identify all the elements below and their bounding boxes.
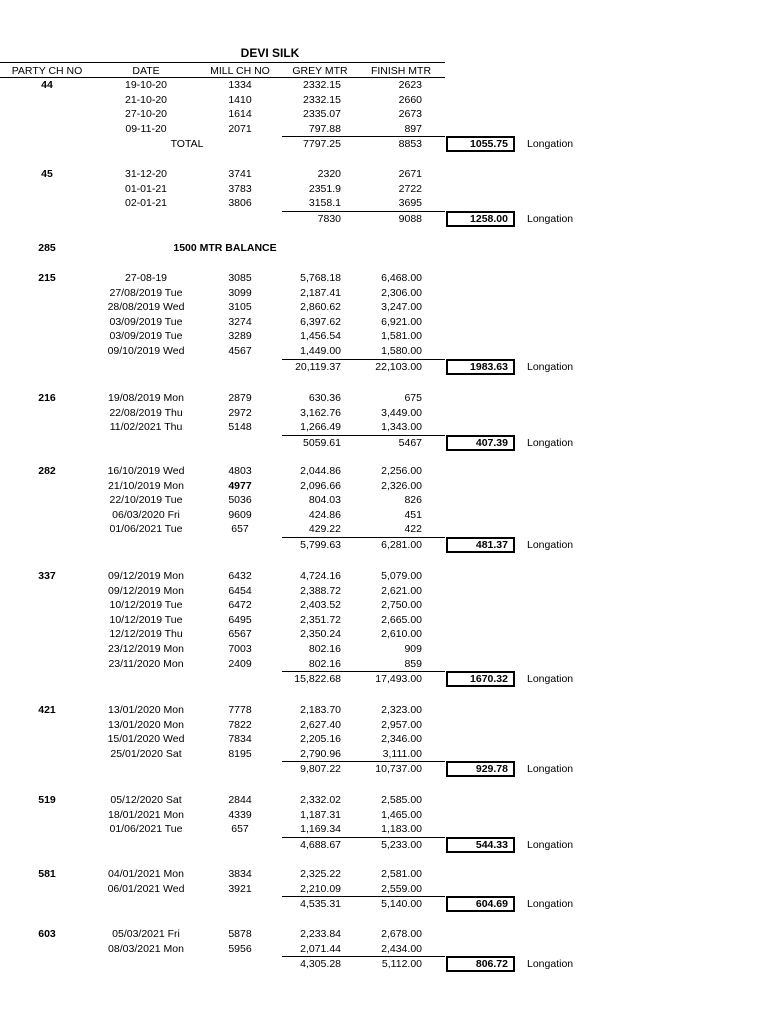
row-date: 25/01/2020 Sat (110, 747, 182, 760)
row-finish-mtr: 2,326.00 (381, 479, 422, 492)
row-mill-ch-no: 2879 (228, 392, 252, 404)
row-finish-mtr: 6,468.00 (381, 272, 422, 284)
row-date: 09-11-20 (125, 122, 167, 135)
longation-value: 1055.75 (446, 136, 515, 152)
grey-total: 20,119.37 (295, 360, 341, 373)
header-grey: GREY MTR (292, 65, 348, 77)
row-mill-ch-no: 6432 (228, 570, 252, 582)
row-grey-mtr: 2,388.72 (300, 584, 341, 597)
longation-label: Longation (527, 898, 574, 911)
row-date: 10/12/2019 Tue (109, 599, 183, 612)
row-mill-ch-no: 9609 (228, 508, 252, 521)
row-grey-mtr: 804.03 (308, 494, 341, 507)
row-date: 03/09/2019 Tue (109, 330, 183, 343)
row-grey-mtr: 797.88 (308, 122, 341, 135)
row-finish-mtr: 2722 (398, 182, 422, 195)
row-finish-mtr: 2,256.00 (381, 465, 422, 477)
row-mill-ch-no: 3834 (228, 868, 252, 880)
longation-value: 544.33 (446, 837, 515, 853)
row-grey-mtr: 2,627.40 (300, 718, 341, 731)
row-mill-ch-no: 3783 (228, 182, 252, 195)
row-grey-mtr: 2,233.84 (300, 928, 341, 940)
party-ch-no: 581 (38, 868, 56, 880)
row-finish-mtr: 2,957.00 (381, 718, 422, 731)
sheet-title: DEVI SILK (240, 46, 300, 60)
finish-total: 22,103.00 (375, 360, 422, 373)
row-mill-ch-no: 2972 (228, 406, 252, 419)
row-mill-ch-no: 6472 (228, 599, 252, 612)
row-grey-mtr: 1,449.00 (300, 345, 341, 357)
row-grey-mtr: 2,205.16 (300, 733, 341, 746)
row-grey-mtr: 3,162.76 (300, 406, 341, 419)
row-grey-mtr: 1,169.34 (300, 823, 341, 836)
row-finish-mtr: 897 (404, 122, 422, 135)
row-mill-ch-no: 4803 (228, 465, 252, 477)
longation-value: 1258.00 (446, 211, 515, 227)
row-date: 28/08/2019 Wed (107, 301, 185, 314)
row-finish-mtr: 2,323.00 (381, 704, 422, 716)
row-grey-mtr: 2,790.96 (300, 747, 341, 760)
row-date: 16/10/2019 Wed (107, 465, 185, 477)
total-rule (282, 896, 445, 897)
row-grey-mtr: 1,187.31 (300, 808, 341, 821)
party-ch-no: 215 (38, 272, 56, 284)
grey-total: 4,688.67 (300, 838, 341, 851)
row-mill-ch-no: 6454 (228, 584, 252, 597)
row-mill-ch-no: 3274 (228, 315, 252, 328)
header-date: DATE (132, 65, 160, 77)
row-finish-mtr: 1,343.00 (381, 421, 422, 434)
row-finish-mtr: 2,559.00 (381, 882, 422, 895)
finish-total: 17,493.00 (375, 673, 422, 686)
party-ch-no: 603 (38, 928, 56, 940)
row-grey-mtr: 2320 (317, 168, 341, 180)
row-date: 12/12/2019 Thu (109, 628, 183, 641)
row-grey-mtr: 2,325.22 (300, 868, 341, 880)
row-mill-ch-no: 657 (231, 823, 249, 836)
row-date: 04/01/2021 Mon (108, 868, 184, 880)
party-ch-no: 519 (38, 794, 56, 806)
row-date: 21-10-20 (124, 93, 168, 106)
total-rule (282, 956, 445, 957)
balance-note: 1500 MTR BALANCE (173, 242, 277, 254)
row-finish-mtr: 2,665.00 (381, 613, 422, 626)
row-grey-mtr: 2,096.66 (300, 479, 341, 492)
row-mill-ch-no: 3105 (228, 301, 252, 314)
row-finish-mtr: 675 (404, 392, 422, 404)
longation-value: 604.69 (446, 896, 515, 912)
row-grey-mtr: 2,351.72 (300, 613, 341, 626)
longation-value: 929.78 (446, 761, 515, 777)
row-mill-ch-no: 4977 (228, 479, 252, 492)
row-finish-mtr: 2,346.00 (381, 733, 422, 746)
longation-value: 1670.32 (446, 671, 515, 687)
longation-label: Longation (527, 838, 574, 851)
row-grey-mtr: 1,266.49 (300, 421, 341, 434)
row-date: 27-08-19 (124, 272, 168, 284)
longation-label: Longation (527, 673, 574, 686)
grey-total: 4,305.28 (300, 958, 341, 971)
longation-label: Longation (527, 360, 574, 373)
row-mill-ch-no: 1410 (228, 93, 252, 106)
row-finish-mtr: 2,678.00 (381, 928, 422, 940)
row-grey-mtr: 2332.15 (303, 93, 341, 106)
row-finish-mtr: 2,610.00 (381, 628, 422, 641)
grey-total: 7797.25 (303, 138, 341, 151)
total-rule (282, 761, 445, 762)
row-date: 09/12/2019 Mon (108, 570, 184, 582)
grey-total: 7830 (317, 212, 341, 225)
row-date: 09/12/2019 Mon (108, 584, 184, 597)
finish-total: 5,112.00 (381, 958, 422, 971)
row-grey-mtr: 2,187.41 (300, 286, 341, 299)
row-mill-ch-no: 7834 (228, 733, 252, 746)
row-date: 01/06/2021 Tue (109, 523, 183, 536)
row-grey-mtr: 424.86 (308, 508, 341, 521)
longation-value: 481.37 (446, 537, 515, 553)
row-finish-mtr: 451 (404, 508, 422, 521)
longation-label: Longation (527, 958, 574, 971)
row-date: 08/03/2021 Mon (108, 942, 184, 955)
row-mill-ch-no: 4567 (228, 345, 252, 357)
row-date: 22/08/2019 Thu (109, 406, 183, 419)
row-finish-mtr: 5,079.00 (381, 570, 422, 582)
row-finish-mtr: 826 (404, 494, 422, 507)
finish-total: 10,737.00 (375, 763, 422, 776)
row-mill-ch-no: 6495 (228, 613, 252, 626)
row-finish-mtr: 909 (404, 643, 422, 655)
row-date: 21/10/2019 Mon (108, 479, 184, 492)
longation-value: 806.72 (446, 956, 515, 972)
row-grey-mtr: 3158.1 (308, 197, 341, 210)
row-date: 13/01/2020 Mon (108, 704, 184, 716)
row-mill-ch-no: 2409 (228, 657, 252, 670)
row-mill-ch-no: 6567 (228, 628, 252, 641)
row-grey-mtr: 6,397.62 (300, 315, 341, 328)
row-grey-mtr: 2,860.62 (300, 301, 341, 314)
row-grey-mtr: 4,724.16 (300, 570, 341, 582)
row-mill-ch-no: 5956 (228, 942, 252, 955)
total-rule (282, 359, 445, 360)
longation-value: 407.39 (446, 435, 515, 451)
row-mill-ch-no: 3741 (228, 168, 252, 180)
row-finish-mtr: 1,465.00 (381, 808, 422, 821)
row-mill-ch-no: 4339 (228, 808, 252, 821)
row-grey-mtr: 2,071.44 (300, 942, 341, 955)
row-date: 19/08/2019 Mon (108, 392, 184, 404)
row-date: 02-01-21 (124, 197, 168, 210)
row-finish-mtr: 1,581.00 (381, 330, 422, 343)
grey-total: 4,535.31 (300, 898, 341, 911)
row-finish-mtr: 2623 (398, 79, 422, 91)
longation-label: Longation (527, 763, 574, 776)
row-grey-mtr: 2,183.70 (300, 704, 341, 716)
finish-total: 8853 (398, 138, 422, 151)
row-mill-ch-no: 3806 (228, 197, 252, 210)
party-ch-no: 337 (38, 570, 56, 582)
party-ch-no: 285 (38, 242, 56, 254)
row-grey-mtr: 5,768.18 (300, 272, 341, 284)
row-finish-mtr: 3,111.00 (382, 747, 422, 760)
longation-label: Longation (527, 539, 574, 551)
row-finish-mtr: 3,247.00 (381, 301, 422, 314)
row-date: 11/02/2021 Thu (109, 421, 183, 434)
party-ch-no: 216 (38, 392, 56, 404)
longation-value: 1983.63 (446, 359, 515, 375)
row-finish-mtr: 3,449.00 (381, 406, 422, 419)
row-mill-ch-no: 5036 (228, 494, 252, 507)
row-finish-mtr: 1,580.00 (381, 345, 422, 357)
row-finish-mtr: 422 (404, 523, 422, 536)
row-finish-mtr: 859 (404, 657, 422, 670)
row-mill-ch-no: 3099 (228, 286, 252, 299)
row-date: 06/01/2021 Wed (107, 882, 185, 895)
row-finish-mtr: 2660 (398, 93, 422, 106)
row-mill-ch-no: 2071 (228, 122, 252, 135)
row-mill-ch-no: 3921 (228, 882, 252, 895)
row-date: 18/01/2021 Mon (108, 808, 184, 821)
row-mill-ch-no: 8195 (228, 747, 252, 760)
header-underline (0, 77, 445, 78)
header-rule (0, 62, 445, 63)
row-date: 06/03/2020 Fri (112, 508, 180, 521)
row-date: 01/06/2021 Tue (109, 823, 183, 836)
row-finish-mtr: 1,183.00 (381, 823, 422, 836)
row-mill-ch-no: 5148 (228, 421, 252, 434)
longation-label: Longation (527, 138, 574, 151)
row-finish-mtr: 2,306.00 (381, 286, 422, 299)
row-mill-ch-no: 7003 (228, 643, 252, 655)
total-rule (282, 537, 445, 538)
row-mill-ch-no: 1614 (228, 108, 252, 121)
row-grey-mtr: 2,210.09 (300, 882, 341, 895)
row-grey-mtr: 630.36 (308, 392, 341, 404)
row-mill-ch-no: 657 (231, 523, 249, 536)
row-date: 23/12/2019 Mon (108, 643, 184, 655)
row-mill-ch-no: 3289 (228, 330, 252, 343)
party-ch-no: 421 (38, 704, 56, 716)
longation-label: Longation (527, 212, 574, 225)
row-grey-mtr: 2332.15 (303, 79, 341, 91)
header-party: PARTY CH NO (11, 65, 83, 77)
row-finish-mtr: 2,581.00 (381, 868, 422, 880)
grey-total: 5,799.63 (300, 539, 341, 551)
row-grey-mtr: 802.16 (308, 643, 341, 655)
row-grey-mtr: 429.22 (308, 523, 341, 536)
row-date: 31-12-20 (124, 168, 168, 180)
row-date: 10/12/2019 Tue (109, 613, 183, 626)
header-finish: FINISH MTR (370, 65, 432, 77)
longation-label: Longation (527, 436, 574, 449)
row-mill-ch-no: 3085 (228, 272, 252, 284)
row-grey-mtr: 2,044.86 (300, 465, 341, 477)
row-date: 15/01/2020 Wed (107, 733, 185, 746)
total-rule (282, 671, 445, 672)
row-mill-ch-no: 1334 (228, 79, 252, 91)
total-rule (282, 136, 445, 137)
row-finish-mtr: 2,434.00 (381, 942, 422, 955)
row-grey-mtr: 2,403.52 (300, 599, 341, 612)
row-date: 23/11/2020 Mon (108, 657, 184, 670)
row-mill-ch-no: 7778 (228, 704, 252, 716)
row-date: 05/03/2021 Fri (112, 928, 180, 940)
grey-total: 5059.61 (303, 436, 341, 449)
row-date: 13/01/2020 Mon (108, 718, 184, 731)
row-date: 01-01-21 (124, 182, 168, 195)
row-grey-mtr: 2335.07 (303, 108, 341, 121)
row-finish-mtr: 6,921.00 (381, 315, 422, 328)
finish-total: 5467 (398, 436, 422, 449)
row-grey-mtr: 2351.9 (308, 182, 341, 195)
row-date: 05/12/2020 Sat (110, 794, 182, 806)
row-mill-ch-no: 5878 (228, 928, 252, 940)
row-finish-mtr: 2671 (398, 168, 422, 180)
grey-total: 9,807.22 (300, 763, 341, 776)
row-finish-mtr: 3695 (398, 197, 422, 210)
row-grey-mtr: 802.16 (308, 657, 341, 670)
finish-total: 5,140.00 (381, 898, 422, 911)
row-finish-mtr: 2,585.00 (381, 794, 422, 806)
finish-total: 5,233.00 (381, 838, 422, 851)
header-mill: MILL CH NO (210, 65, 270, 77)
party-ch-no: 282 (38, 465, 56, 477)
finish-total: 9088 (398, 212, 422, 225)
row-date: 19-10-20 (124, 79, 168, 91)
row-date: 22/10/2019 Tue (109, 494, 183, 507)
row-mill-ch-no: 7822 (228, 718, 252, 731)
row-grey-mtr: 2,332.02 (300, 794, 341, 806)
total-rule (282, 435, 445, 436)
row-date: 27-10-20 (124, 108, 168, 121)
row-date: 03/09/2019 Tue (109, 315, 183, 328)
total-rule (282, 837, 445, 838)
row-mill-ch-no: 2844 (228, 794, 252, 806)
row-date: 09/10/2019 Wed (107, 345, 185, 357)
party-ch-no: 45 (41, 168, 53, 180)
total-rule (282, 211, 445, 212)
row-finish-mtr: 2,750.00 (381, 599, 422, 612)
row-grey-mtr: 1,456.54 (300, 330, 341, 343)
row-date: 27/08/2019 Tue (109, 286, 183, 299)
row-finish-mtr: 2673 (398, 108, 422, 121)
row-finish-mtr: 2,621.00 (381, 584, 422, 597)
grey-total: 15,822.68 (294, 673, 341, 686)
total-label: TOTAL (170, 138, 204, 151)
party-ch-no: 44 (41, 79, 53, 91)
row-grey-mtr: 2,350.24 (300, 628, 341, 641)
finish-total: 6,281.00 (381, 539, 422, 551)
